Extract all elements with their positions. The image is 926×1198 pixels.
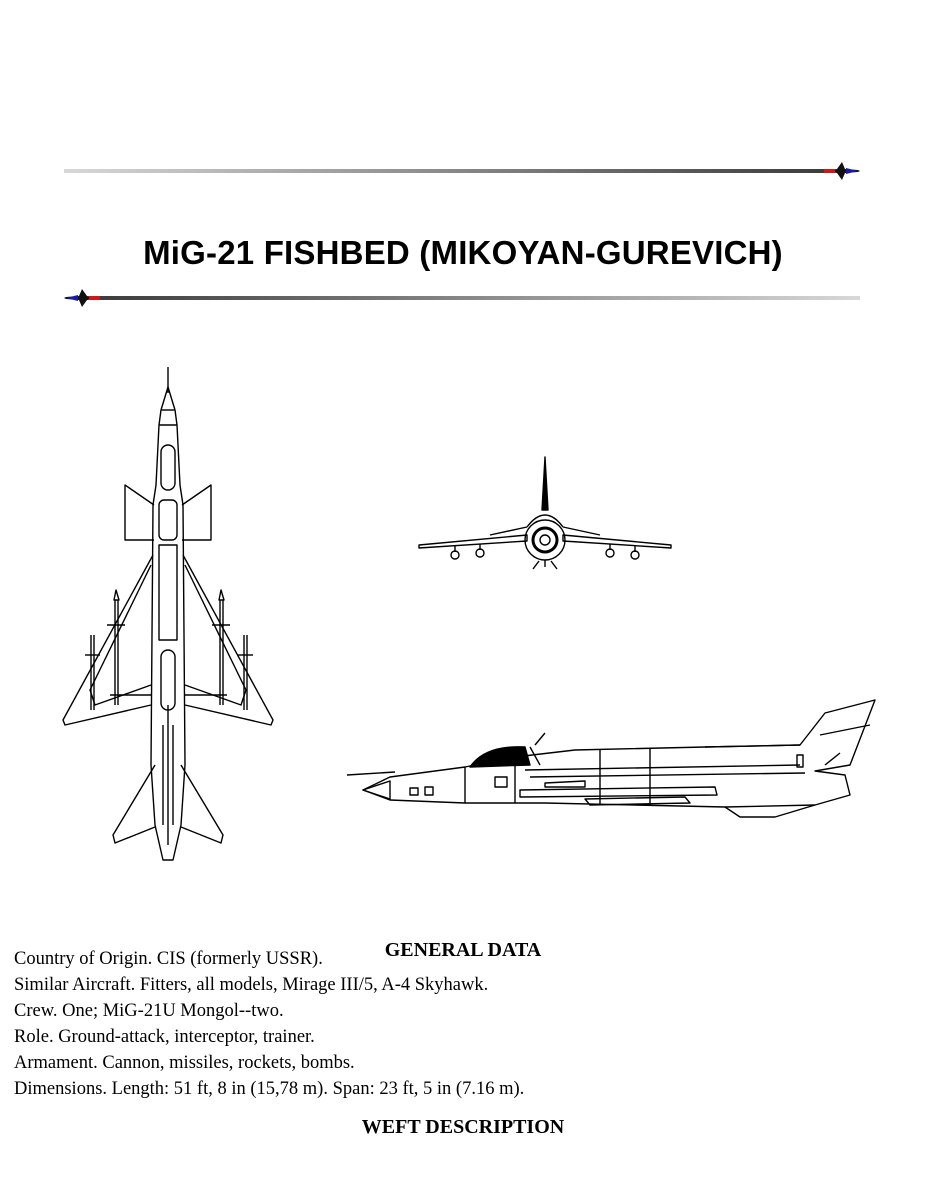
aircraft-front-view: [415, 455, 675, 575]
general-data-list: [14, 946, 524, 1102]
general-data-line: Crew. One; MiG-21U Mongol--two.: [14, 1001, 284, 1021]
general-data-line: Role. Ground-attack, interceptor, trainer.: [14, 1027, 315, 1047]
top-decorative-rule: [62, 162, 862, 180]
aircraft-side-view: [345, 695, 880, 825]
general-data-line: Dimensions. Length: 51 ft, 8 in (15,78 m). Span: 23 ft, 5 in (7.16 m).: [14, 1079, 525, 1099]
bottom-decorative-rule: [62, 289, 862, 307]
jet-silhouette-icon: [824, 162, 860, 180]
jet-silhouette-icon: [64, 289, 100, 307]
weft-description-heading: WEFT DESCRIPTION: [361, 1115, 565, 1138]
general-data-heading: GENERAL DATA: [384, 938, 542, 961]
aircraft-top-view: [55, 365, 300, 865]
page-title: MiG-21 FISHBED (MIKOYAN-GUREVICH): [143, 234, 783, 272]
general-data-line: Country of Origin. CIS (formerly USSR).: [14, 949, 323, 969]
general-data-line: Similar Aircraft. Fitters, all models, Mirage III/5, A-4 Skyhawk.: [14, 975, 489, 995]
general-data-line: Armament. Cannon, missiles, rockets, bombs.: [14, 1053, 355, 1073]
